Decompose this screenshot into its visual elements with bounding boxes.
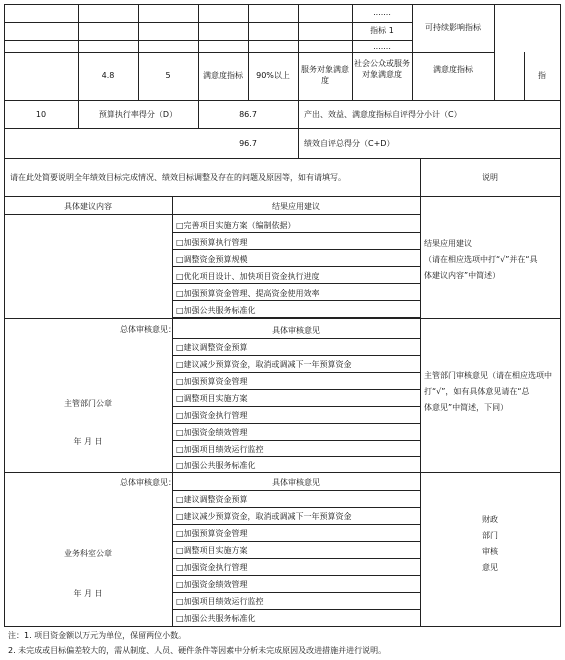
row2-right-extra: 指 <box>538 71 546 80</box>
rule-fin-head <box>172 490 420 491</box>
explanation-text: 请在此处简要说明全年绩效目标完成情况、绩效目标调整及存在的问题及原因等，如有请填写。 <box>10 173 346 182</box>
dept-label-line-3: 体意见”中简述，下同） <box>424 403 509 412</box>
rule-result-head <box>4 214 420 215</box>
dept-option-7[interactable]: □加强项目绩效运行监控 <box>176 445 264 454</box>
result-option-3[interactable]: □调整资金预算规模 <box>176 255 248 264</box>
row-c-label-c: 产出、效益、满意度指标自评得分小计（C） <box>304 110 462 119</box>
col-r1-8 <box>494 4 495 100</box>
rule-r1b <box>4 40 412 41</box>
result-application-header: 结果应用建议 <box>272 202 320 211</box>
rule-dept-3 <box>172 389 420 390</box>
col-rc-3 <box>298 100 299 128</box>
dept-option-1[interactable]: □建议调整资金预算 <box>176 343 248 352</box>
result-label-line-3: 体建议内容”中简述） <box>424 271 501 280</box>
result-label-line-2: （请在相应选项中打“√”并在“具 <box>424 255 538 264</box>
rule-r2-bot <box>4 100 561 101</box>
note-2: 2. 未完成或目标偏差较大的，需从制度、人员、硬件条件等因素中分析未完成原因及改进措施并进行说明。 <box>8 646 387 655</box>
col-r1-7 <box>412 4 413 100</box>
result-option-2[interactable]: □加强预算执行管理 <box>176 238 248 247</box>
dept-label-line-2: 打“√”，如有具体意见请在“总 <box>424 387 530 396</box>
finance-option-2[interactable]: □建议减少预算资金，取消或调减下一年预算资金 <box>176 512 352 521</box>
result-option-6[interactable]: □加强公共服务标准化 <box>176 306 256 315</box>
rule-res-2 <box>172 249 420 250</box>
rule-res-4 <box>172 283 420 284</box>
finance-option-1[interactable]: □建议调整资金预算 <box>176 495 248 504</box>
rule-top <box>4 4 561 5</box>
result-option-5[interactable]: □加强预算资金管理、提高资金使用效率 <box>176 289 320 298</box>
finance-option-8[interactable]: □加强公共服务标准化 <box>176 614 256 623</box>
row1-indicator: 指标 1 <box>370 26 394 35</box>
row2-value-a: 4.8 <box>101 71 115 80</box>
row2-target: 90%以上 <box>256 71 290 80</box>
dept-option-5[interactable]: □加强资金执行管理 <box>176 411 248 420</box>
col-r1-2 <box>138 4 139 100</box>
dept-specific-header: 具体审核意见 <box>272 326 320 335</box>
rule-dept-head <box>172 338 420 339</box>
rule-dept-5 <box>172 423 420 424</box>
dept-label-line-1: 主管部门审核意见（请在相应选项中 <box>424 371 552 380</box>
dept-option-4[interactable]: □调整项目实施方案 <box>176 394 248 403</box>
rule-fin-5 <box>172 575 420 576</box>
finance-label-line-3: 审核 <box>482 547 498 556</box>
rule-dept-6 <box>172 440 420 441</box>
rule-dept-1 <box>172 355 420 356</box>
row-c-value-left: 10 <box>35 110 47 119</box>
result-label-line-1: 结果应用建议 <box>424 239 472 248</box>
specific-suggestion-header: 具体建议内容 <box>64 202 112 211</box>
dept-date: 年 月 日 <box>73 437 103 446</box>
rule-dept-7 <box>172 456 420 457</box>
rule-rc-bot <box>4 128 561 129</box>
rule-expl-bot <box>4 196 561 197</box>
rule-fin-1 <box>172 507 420 508</box>
col-r1-4 <box>248 4 249 100</box>
col-r1-3 <box>198 4 199 100</box>
row-c-value-c: 86.7 <box>239 110 257 119</box>
explanation-label: 说明 <box>482 173 498 182</box>
rule-fin-4 <box>172 558 420 559</box>
rule-fin-2 <box>172 524 420 525</box>
rule-res-5 <box>172 300 420 301</box>
border-left <box>4 4 5 626</box>
finance-label-line-1: 财政 <box>482 515 498 524</box>
finance-overall-opinion: 总体审核意见： <box>120 478 176 487</box>
rule-result-bot <box>4 318 561 319</box>
finance-option-4[interactable]: □调整项目实施方案 <box>176 546 248 555</box>
result-option-4[interactable]: □优化项目设计、加快项目资金执行进度 <box>176 272 320 281</box>
row2-label-c: 社会公众或服务对象满意度 <box>354 59 410 79</box>
note-1: 注：1. 项目资金额以万元为单位，保留两位小数。 <box>8 631 187 640</box>
rule-dept-bot <box>4 472 561 473</box>
finance-specific-header: 具体审核意见 <box>272 478 320 487</box>
rule-fin-6 <box>172 592 420 593</box>
dept-option-8[interactable]: □加强公共服务标准化 <box>176 461 256 470</box>
rule-fin-3 <box>172 541 420 542</box>
result-option-1[interactable]: □完善项目实施方案（编制依据） <box>176 221 296 230</box>
col-r1-5 <box>298 4 299 100</box>
finance-option-6[interactable]: □加强资金绩效管理 <box>176 580 248 589</box>
dept-option-2[interactable]: □建议减少预算资金，取消或调减下一年预算资金 <box>176 360 352 369</box>
dept-option-3[interactable]: □加强预算资金管理 <box>176 377 248 386</box>
row-c-label-d: 预算执行率得分（D） <box>98 110 178 119</box>
sustainability-indicator-label: 可持续影响指标 <box>425 23 481 32</box>
row2-label-a: 满意度指标 <box>203 71 243 80</box>
finance-date: 年 月 日 <box>73 589 103 598</box>
rule-r1a <box>4 22 412 23</box>
finance-option-5[interactable]: □加强资金执行管理 <box>176 563 248 572</box>
col-low-1 <box>172 196 173 626</box>
dept-stamp-label: 主管部门公章 <box>64 399 112 408</box>
finance-option-7[interactable]: □加强项目绩效运行监控 <box>176 597 264 606</box>
rule-bottom <box>4 626 561 627</box>
row1-dots-bottom: ....... <box>373 42 391 51</box>
col-r1-6 <box>352 4 353 100</box>
rule-dept-4 <box>172 406 420 407</box>
rule-fin-7 <box>172 609 420 610</box>
finance-label-line-4: 意见 <box>482 563 498 572</box>
rule-res-3 <box>172 266 420 267</box>
total-score-label: 绩效自评总得分（C+D） <box>304 139 395 148</box>
border-right <box>560 4 561 626</box>
row2-value-b: 5 <box>165 71 171 80</box>
total-score-value: 96.7 <box>239 139 257 148</box>
row2-label-b: 服务对象满意度 <box>301 65 349 85</box>
rule-dept-2 <box>172 372 420 373</box>
finance-label-line-2: 部门 <box>482 531 498 540</box>
row1-dots-top: ....... <box>373 8 391 17</box>
satisfaction-indicator-label: 满意度指标 <box>433 65 473 74</box>
rule-res-1 <box>172 232 420 233</box>
finance-stamp-label: 业务科室公章 <box>64 549 112 558</box>
col-r1-1 <box>78 4 79 100</box>
finance-option-3[interactable]: □加强预算资金管理 <box>176 529 248 538</box>
rule-total-bot <box>4 158 561 159</box>
col-total-1 <box>298 128 299 158</box>
dept-overall-opinion: 总体审核意见： <box>120 325 176 334</box>
dept-option-6[interactable]: □加强资金绩效管理 <box>176 428 248 437</box>
